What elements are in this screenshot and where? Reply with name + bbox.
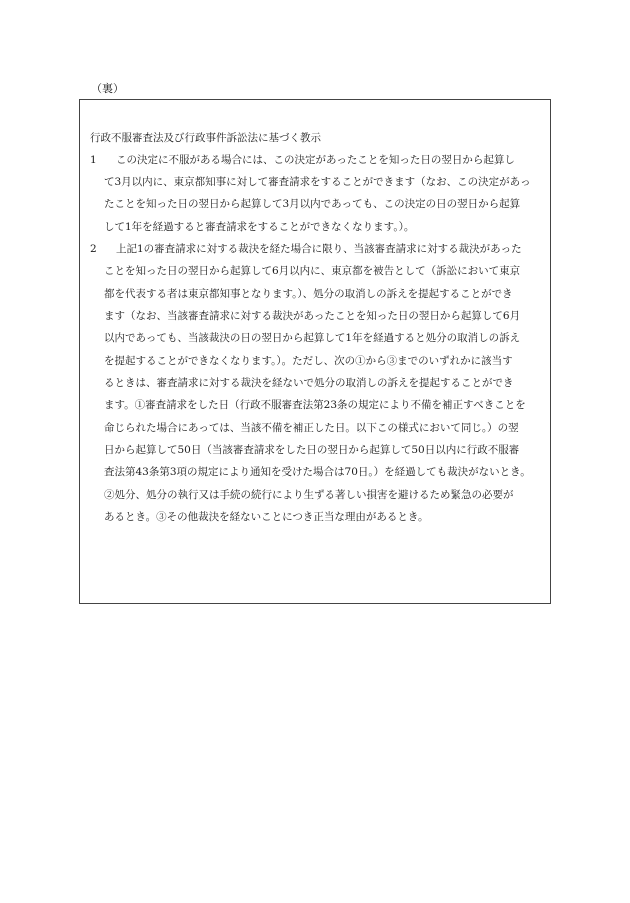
item-2-line: 査法第43条第3項の規定により通知を受けた場合は70日。）を経過しても裁決がないとき。 bbox=[104, 466, 531, 478]
item-2-number: 2 bbox=[90, 243, 97, 255]
page-label: （裏） bbox=[91, 82, 124, 95]
item-2-line: ②処分、処分の執行又は手続の続行により生ずる著しい損害を避けるため緊急の必要が bbox=[104, 489, 514, 501]
item-2-line: あるとき。③その他裁決を経ないことにつき正当な理由があるとき。 bbox=[104, 511, 429, 523]
notice-box bbox=[79, 99, 551, 604]
item-2-line: ます（なお、当該審査請求に対する裁決があったことを知った日の翌日から起算して6月 bbox=[104, 310, 521, 322]
item-1-number: 1 bbox=[90, 154, 97, 166]
item-2-line: 以内であっても、当該裁決の日の翌日から起算して1年を経過すると処分の取消しの訴え bbox=[104, 332, 521, 344]
item-2-line: 都を代表する者は東京都知事となります。）、処分の取消しの訴えを提起することができ bbox=[104, 288, 513, 300]
item-2-line: 命じられた場合にあっては、当該不備を補正した日。以下この様式において同じ。）の翌 bbox=[104, 422, 519, 434]
item-1-line: して1年を経過すると審査請求をすることができなくなります。）。 bbox=[104, 221, 415, 233]
item-2-line: ます。①審査請求をした日（行政不服審査法第23条の規定により不備を補正すべきことを bbox=[104, 399, 526, 411]
item-1-line: たことを知った日の翌日から起算して3月以内であっても、この決定の日の翌日から起算 bbox=[104, 198, 521, 210]
item-2-line: 上記1の審査請求に対する裁決を経た場合に限り、当該審査請求に対する裁決があった bbox=[116, 243, 522, 255]
item-2-line: を提起することができなくなります。）。ただし、次の①から③までのいずれかに該当す bbox=[104, 355, 513, 367]
item-2-line: 日から起算して50日（当該審査請求をした日の翌日から起算して50日以内に行政不服審 bbox=[104, 444, 520, 456]
item-1-line: て3月以内に、東京都知事に対して審査請求をすることができます（なお、この決定があっ bbox=[104, 176, 531, 188]
item-1-line: この決定に不服がある場合には、この決定があったことを知った日の翌日から起算し bbox=[116, 154, 515, 166]
item-2-line: ことを知った日の翌日から起算して6月以内に、東京都を被告として（訴訟において東京 bbox=[104, 265, 521, 277]
item-2-line: るときは、審査請求に対する裁決を経ないで処分の取消しの訴えを提起することができ bbox=[104, 377, 514, 389]
notice-title: 行政不服審査法及び行政事件訴訟法に基づく教示 bbox=[90, 132, 321, 144]
